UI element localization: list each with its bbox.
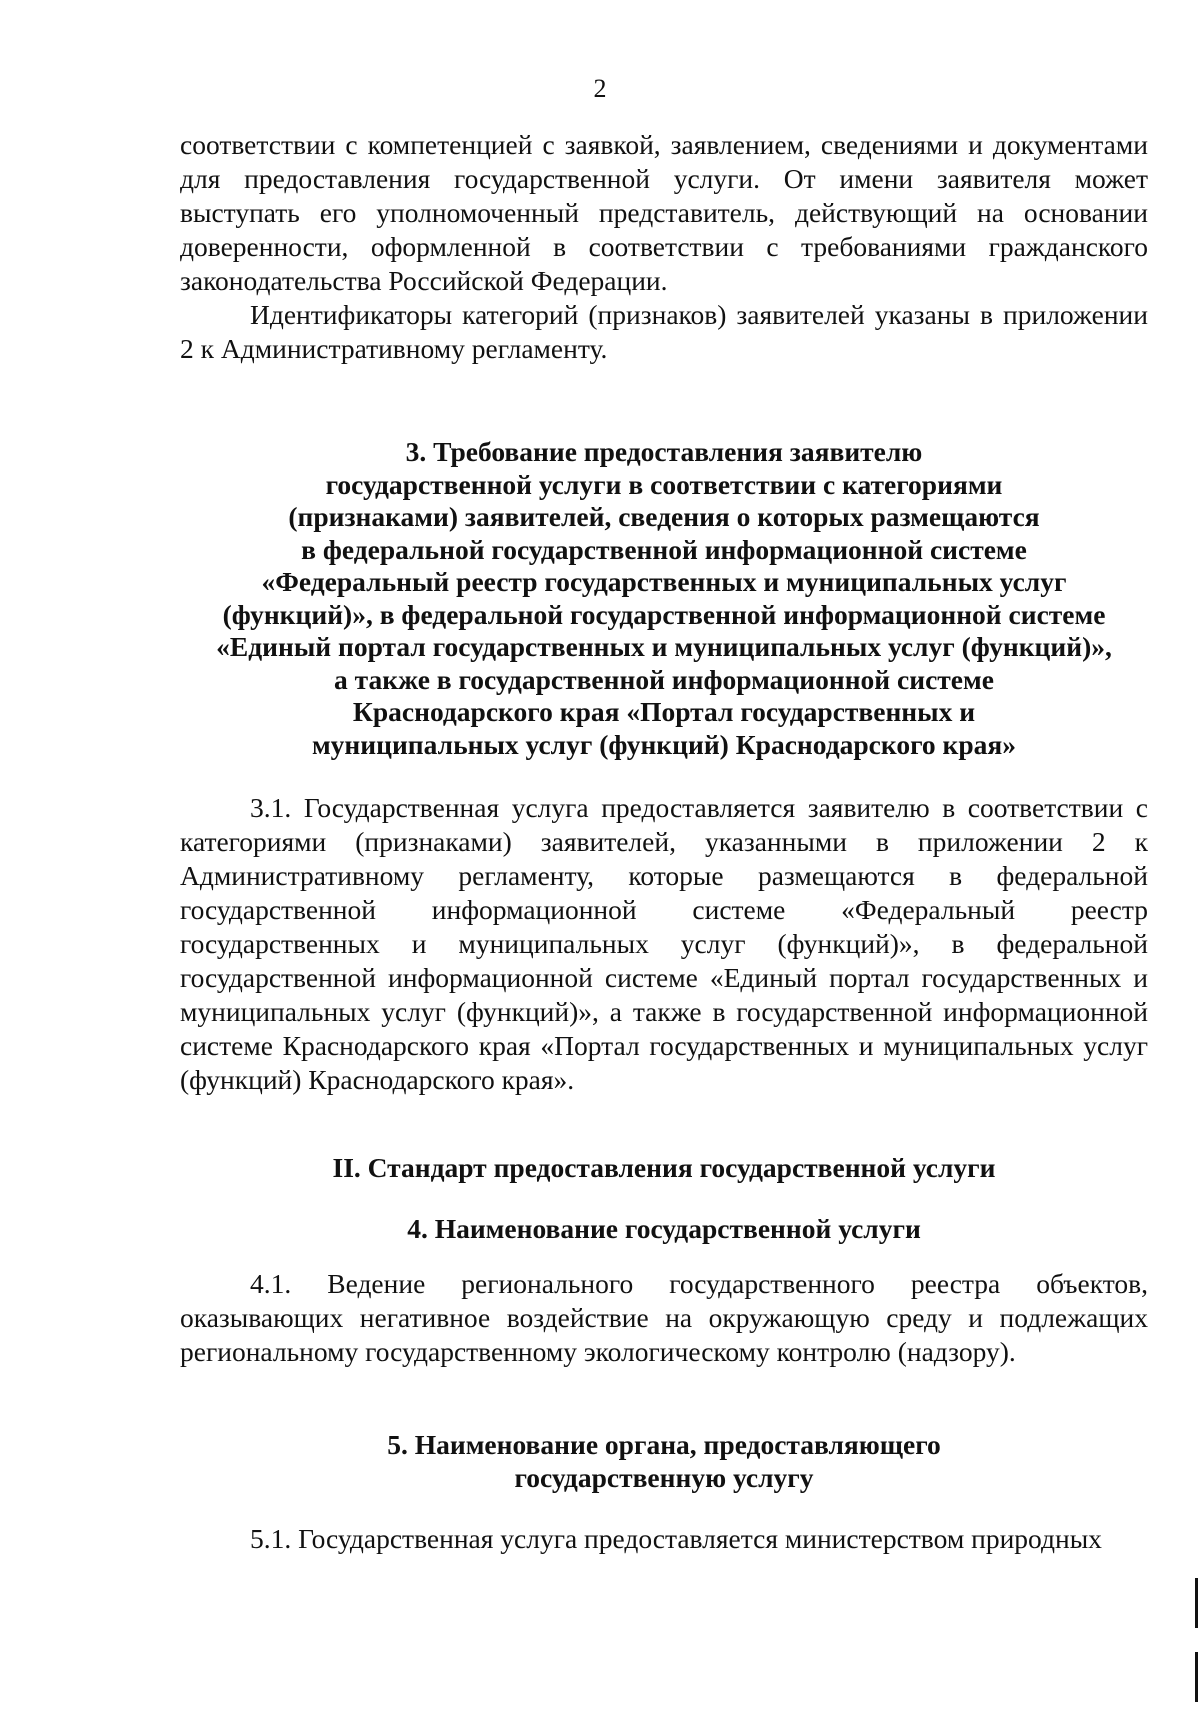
heading-line: государственную услугу [514, 1461, 814, 1493]
scan-edge-mark [1195, 1652, 1198, 1702]
heading-line: 3. Требование предоставления заявителю [405, 436, 923, 467]
section-5-paragraph-5-1: 5.1. Государственная услуга предоставляется министерством природных [250, 1523, 1102, 1554]
intro-paragraph-identifiers: Идентификаторы категорий (признаков) заявителей указаны в приложении 2 к Административному регламенту. [180, 299, 1148, 364]
part-2-heading: II. Стандарт предоставления государственной услуги [332, 1152, 996, 1183]
heading-line: (функций)», в федеральной государственной информационной системе [222, 598, 1106, 630]
heading-line: а также в государственной информационной системе [334, 663, 994, 695]
intro-paragraph: соответствии с компетенцией с заявкой, заявлением, сведениями и документами для предоставления государственной услуги. От имени заявителя может выступать его уполномоченный представитель, действующий на основании доверенности, оформленной в соответствии с требованиями гражданского законодательства Российской Федерации. [180, 129, 1148, 296]
section-5-heading [180, 1429, 1148, 1494]
section-3-heading [180, 436, 1148, 761]
section-4-heading: 4. Наименование государственной услуги [407, 1212, 921, 1244]
section-4-paragraph-4-1: 4.1. Ведение регионального государственного реестра объектов, оказывающих негативное воздействие на окружающую среду и подлежащих региональному государственному экологическому контролю (надзору). [180, 1268, 1148, 1367]
heading-line: муниципальных услуг (функций) Краснодарского края» [311, 728, 1017, 760]
section-3-paragraph-3-1: 3.1. Государственная услуга предоставляется заявителю в соответствии с категориями (признаками) заявителей, указанными в приложении 2 к Административному регламенту, которые размещаются в федеральной государственной информационной системе «Федеральный реестр государственных и муниципальных услуг (функций)», в федеральной государственной информационной системе «Единый портал государственных и муниципальных услуг (функций)», а также в государственной информационной системе Краснодарского края «Портал государственных и муниципальных услуг (функций) Краснодарского края». [180, 792, 1148, 1095]
document-body [180, 128, 1148, 1556]
heading-line: государственной услуги в соответствии с категориями [325, 468, 1003, 500]
page-number: 2 [593, 74, 607, 103]
heading-line: (признаками) заявителей, сведения о которых размещаются [288, 501, 1040, 532]
heading-line: Краснодарского края «Портал государственных и [352, 696, 976, 727]
scan-edge-mark [1195, 1578, 1198, 1628]
heading-line: «Единый портал государственных и муниципальных услуг (функций)», [216, 631, 1112, 662]
heading-line: 5. Наименование органа, предоставляющего [387, 1429, 941, 1460]
heading-line: «Федеральный реестр государственных и муниципальных услуг [261, 566, 1067, 597]
heading-line: в федеральной государственной информационной системе [301, 533, 1027, 565]
